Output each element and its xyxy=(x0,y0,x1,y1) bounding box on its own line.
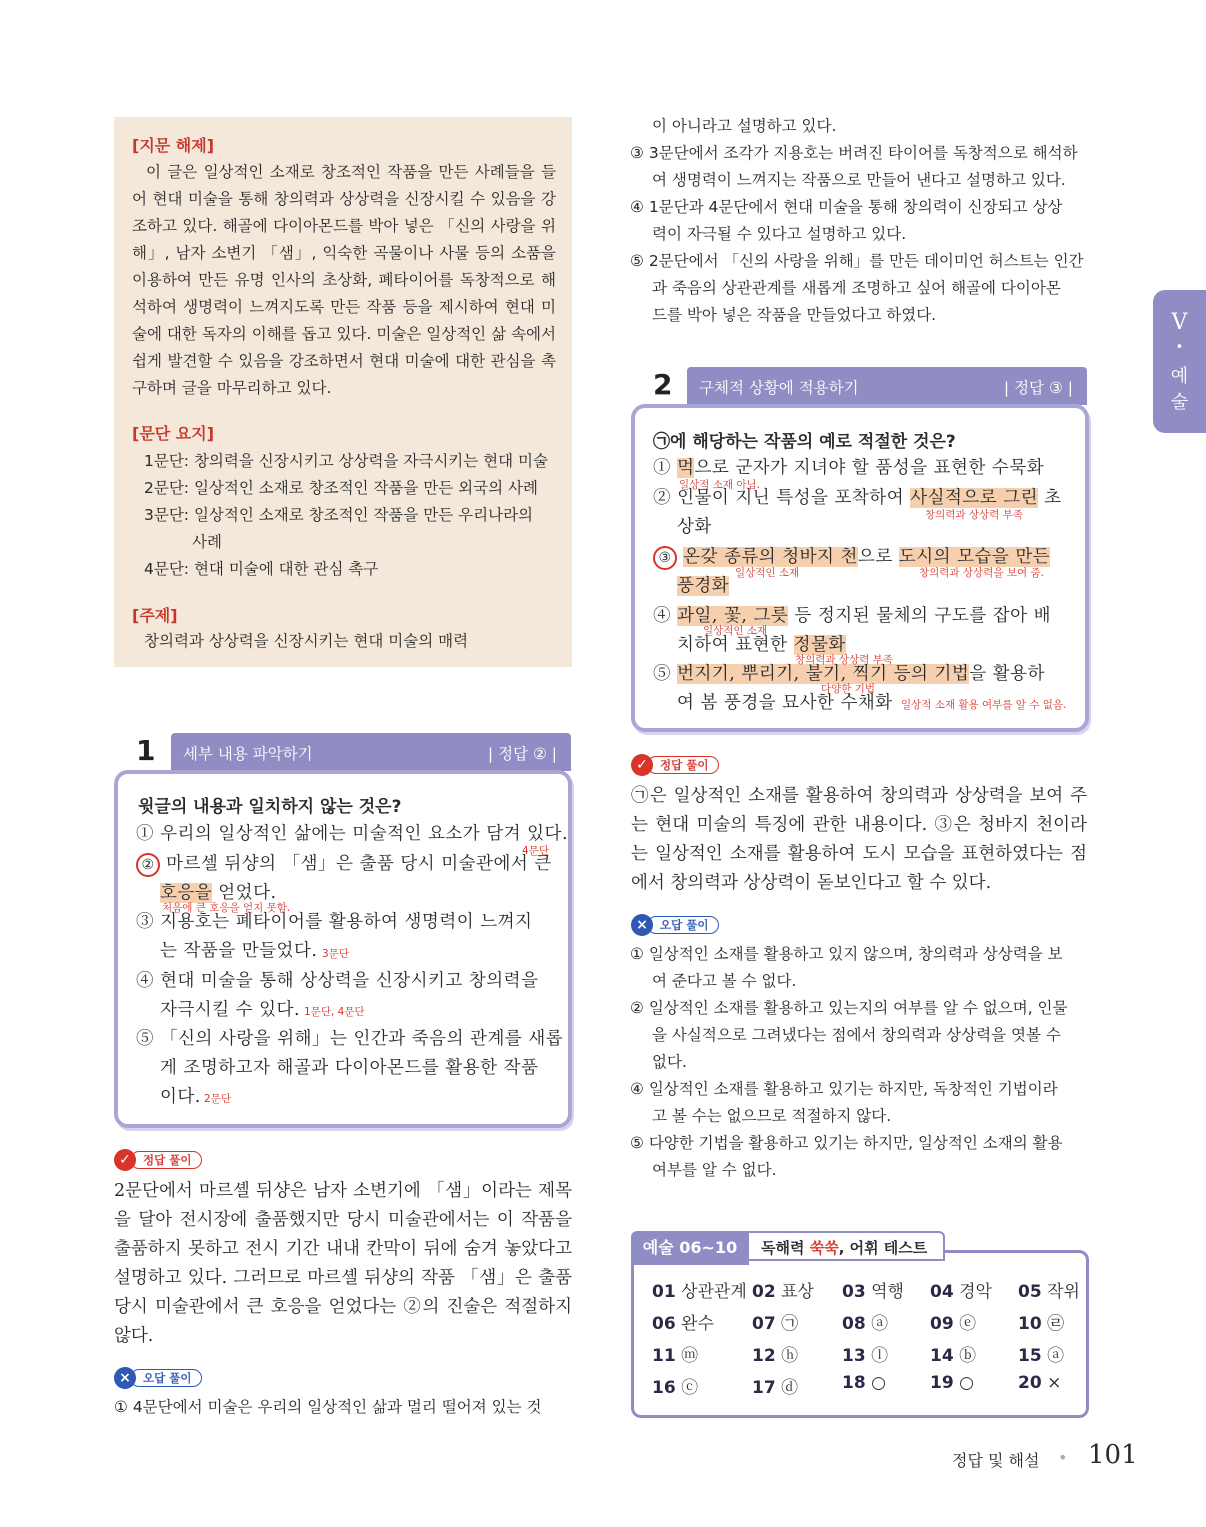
question-1-title: 윗글의 내용과 일치하지 않는 것은? xyxy=(138,797,402,817)
paragraph-point-2: 2문단: 일상적인 소재로 창조적인 작품을 만든 외국의 사례 xyxy=(144,479,538,497)
chapter-name-1: 예 xyxy=(1170,366,1189,387)
right-line-1: ③ 3문단에서 조각가 지용호는 버려진 타이어를 독창적으로 해석하 xyxy=(630,144,1078,162)
q2-correct-badge: 정답 풀이 ✓ xyxy=(631,754,741,776)
q1-option-2-cont: 호응을 얻었다. xyxy=(160,883,277,903)
q2-option-5: ⑤ 번지기, 뿌리기, 불기, 찍기 등의 기법을 활용하 xyxy=(653,664,1045,684)
q2-wrong-2-end: 없다. xyxy=(652,1053,687,1071)
right-line-2: 여 생명력이 느껴지는 작품으로 만들어 낸다고 설명하고 있다. xyxy=(652,171,1066,189)
note-unknown-everyday: 일상적 소재 활용 여부를 알 수 없음. xyxy=(901,699,1067,711)
q1-option-3: ③ 지용호는 폐타이어를 활용하여 생명력이 느껴지 xyxy=(136,912,533,932)
q2-option-1: ① 먹으로 군자가 지녀야 할 품성을 표현한 수묵화 xyxy=(653,458,1045,478)
q1-option-3-cont: 는 작품을 만들었다. xyxy=(160,941,318,961)
vocab-tab-unit: 예술 06~10 xyxy=(631,1231,749,1265)
right-line-6: 과 죽음의 상관관계를 새롭게 조명하고 싶어 해골에 다이아몬 xyxy=(652,279,1061,297)
vocab-answer-14: 14 ⓑ xyxy=(930,1346,977,1366)
q1-option-5-cont: 게 조명하고자 해골과 다이아몬드를 활용한 작품 xyxy=(160,1058,539,1078)
q1-option-2: ② 마르셀 뒤샹의 「샘」은 출품 당시 미술관에서 큰 xyxy=(136,850,552,879)
vocab-answer-08: 08 ⓐ xyxy=(842,1314,889,1334)
vocab-answer-box xyxy=(631,1250,1089,1418)
check-icon: ✓ xyxy=(631,754,653,776)
q2-option-4: ④ 과일, 꽃, 그릇 등 정지된 물체의 구도를 잡아 배 xyxy=(653,606,1051,626)
page-number: 101 xyxy=(1088,1440,1138,1470)
q1-wrong-badge: 오답 풀이 × xyxy=(114,1367,224,1389)
x-icon: × xyxy=(114,1367,136,1389)
chapter-name-2: 술 xyxy=(1170,392,1189,413)
paragraph-point-1: 1문단: 창의력을 신장시키고 상상력을 자극시키는 현대 미술 xyxy=(144,452,548,470)
q2-option-3: ③ 온갖 종류의 청바지 천으로 도시의 모습을 만든 xyxy=(653,543,1050,572)
heading-theme: [주제] xyxy=(132,606,178,625)
q2-wrong-1-cont: 여 준다고 볼 수 없다. xyxy=(652,972,797,990)
note-3paragraph: 3문단 xyxy=(322,948,349,960)
q2-option-3-cont: 풍경화 xyxy=(677,576,730,596)
note-everyday-material-3: 일상적인 소재 xyxy=(735,567,800,579)
right-line-5: ⑤ 2문단에서 「신의 사랑을 위해」를 만든 데이미언 허스트는 인간 xyxy=(630,252,1084,270)
paragraph-point-3-cont: 사례 xyxy=(192,533,222,551)
note-everyday-material-4: 일상적인 소재 xyxy=(703,625,768,637)
note-not-everyday: 일상적 소재 아님. xyxy=(679,479,761,491)
answer-mark: ③ xyxy=(653,546,677,570)
q1-option-1: ① 우리의 일상적인 삶에는 미술적인 요소가 담겨 있다. xyxy=(136,824,569,844)
question-1-box xyxy=(114,770,572,1128)
note-2paragraph: 2문단 xyxy=(204,1093,231,1105)
paragraph-point-3: 3문단: 일상적인 소재로 창조적인 작품을 만든 우리나라의 xyxy=(144,506,534,524)
chapter-roman: V xyxy=(1171,310,1188,335)
q1-option-4: ④ 현대 미술을 통해 상상력을 신장시키고 창의력을 xyxy=(136,971,539,991)
question-2-tab xyxy=(687,367,1087,405)
question-1-answer: | 정답 ② | xyxy=(487,745,557,763)
vocab-answer-17: 17 ⓓ xyxy=(752,1378,799,1398)
x-icon: × xyxy=(631,914,653,936)
vocab-answer-09: 09 ⓔ xyxy=(930,1314,977,1334)
right-line-4: 력이 자극될 수 있다고 설명하고 있다. xyxy=(652,225,907,243)
vocab-answer-20: 20 × xyxy=(1018,1373,1062,1393)
heading-paragraph-points: [문단 요지] xyxy=(132,424,215,443)
vocab-answer-18: 18 ○ xyxy=(842,1373,886,1393)
q2-option-4-cont: 치하여 표현한 정물화 xyxy=(677,635,846,655)
question-1-number: 1 xyxy=(136,734,156,767)
note-shows-creativity: 창의력과 상상력을 보여 줌. xyxy=(919,567,1044,579)
question-2-type: 구체적 상황에 적용하기 xyxy=(699,379,859,397)
question-1-tab xyxy=(171,733,571,771)
q2-wrong-1: ① 일상적인 소재를 활용하고 있지 않으며, 창의력과 상상력을 보 xyxy=(630,945,1063,963)
note-4paragraph: 4문단 xyxy=(522,845,549,857)
footer-label: 정답 및 해설 xyxy=(952,1451,1040,1470)
question-2-number: 2 xyxy=(653,368,673,401)
q1-explanation: 2문단에서 마르셸 뒤샹은 남자 소변기에 「샘」이라는 제목을 달아 전시장에 출품했지만 당시 미술관에서는 이 작품을 출품하지 못하고 전시 기간 내내 칸막이 뒤에 숨겨 놓았다고 설명하고 있다. 그러므로 마르셸 뒤샹의 작품 「샘」은 출품 당시 미술관에서 큰 호응을 얻었다는 ②의 진술은 적절하지 않다. xyxy=(114,1181,572,1346)
note-1-4paragraph: 1문단, 4문단 xyxy=(304,1006,365,1018)
q2-wrong-5-cont: 여부를 알 수 없다. xyxy=(652,1161,777,1179)
vocab-answer-03: 03 역행 xyxy=(842,1282,904,1302)
note-lacking-creativity-4: 창의력과 상상력 부족 xyxy=(795,654,893,666)
note-lacking-creativity-2: 창의력과 상상력 부족 xyxy=(925,509,1023,521)
question-2-box xyxy=(631,404,1089,732)
summary-box xyxy=(114,117,572,667)
q1-correct-badge: 정답 풀이 ✓ xyxy=(114,1149,224,1171)
theme-text: 창의력과 상상력을 신장시키는 현대 미술의 매력 xyxy=(144,632,469,650)
right-line-0: 이 아니라고 설명하고 있다. xyxy=(652,117,837,135)
q2-option-2-cont: 상화 xyxy=(677,517,712,537)
vocab-answer-19: 19 ○ xyxy=(930,1373,974,1393)
right-line-7: 드를 박아 넣은 작품을 만들었다고 하였다. xyxy=(652,306,937,324)
q2-explanation: ㉠은 일상적인 소재를 활용하여 창의력과 상상력을 보여 주는 현대 미술의 특징에 관한 내용이다. ③은 청바지 천이라는 일상적인 소재를 활용하여 도시 모습을 표현하였다는 점에서 창의력과 상상력이 돋보인다고 할 수 있다. xyxy=(631,786,1087,893)
q2-wrong-4: ④ 일상적인 소재를 활용하고 있기는 하지만, 독창적인 기법이라 xyxy=(630,1080,1058,1098)
vocab-tab-title: 독해력 쑥쑥, 어휘 테스트 xyxy=(749,1231,945,1261)
q1-option-5-end: 이다. xyxy=(160,1087,201,1107)
vocab-answer-06: 06 완수 xyxy=(652,1314,714,1334)
vocab-answer-10: 10 ㉣ xyxy=(1018,1314,1065,1334)
q2-option-5-cont: 여 봄 풍경을 묘사한 수채화 xyxy=(677,693,893,713)
q1-wrong-1: ① 4문단에서 미술은 우리의 일상적인 삶과 멀리 떨어져 있는 것 xyxy=(114,1398,542,1416)
vocab-answer-05: 05 작위 xyxy=(1018,1282,1080,1302)
vocab-answer-15: 15 ⓐ xyxy=(1018,1346,1065,1366)
q2-wrong-2: ② 일상적인 소재를 활용하고 있는지의 여부를 알 수 없으며, 인물 xyxy=(630,999,1068,1017)
question-2-answer: | 정답 ③ | xyxy=(1003,379,1073,397)
vocab-answer-04: 04 경악 xyxy=(930,1282,992,1302)
vocab-answer-12: 12 ⓗ xyxy=(752,1346,799,1366)
vocab-answer-01: 01 상관관계 xyxy=(652,1282,747,1302)
note-various-techniques: 다양한 기법 xyxy=(821,683,876,695)
q2-option-2: ② 인물이 지닌 특성을 포착하여 사실적으로 그린 초 xyxy=(653,488,1062,508)
summary-intro: 이 글은 일상적인 소재로 창조적인 작품을 만든 사례들을 들어 현대 미술을 통해 창의력과 상상력을 신장시킬 수 있음을 강조하고 있다. 해골에 다이아몬드를 박아 넣은 「신의 사랑을 위해」, 남자 소변기 「샘」, 익숙한 곡물이나 사물 등의 소품을 이용하여 만든 유명 인사의 초상화, 폐타이어를 독창적으로 해석하여 생명력이 느껴지도록 만든 작품 등을 제시하여 현대 미술에 대한 독자의 이해를 돕고 있다. 미술은 일상적인 삶 속에서 쉽게 발견할 수 있음을 강조하면서 현대 미술에 대한 관심을 촉구하며 글을 마무리하고 있다. xyxy=(132,163,556,397)
vocab-answer-11: 11 ⓜ xyxy=(652,1346,699,1366)
q2-wrong-badge: 오답 풀이 × xyxy=(631,914,741,936)
q1-option-5: ⑤ 「신의 사랑을 위해」는 인간과 죽음의 관계를 새롭 xyxy=(136,1029,564,1049)
question-1-type: 세부 내용 파악하기 xyxy=(183,745,313,763)
answer-mark: ② xyxy=(136,853,160,877)
vocab-answer-13: 13 ⓛ xyxy=(842,1346,889,1366)
q1-option-4-cont: 자극시킬 수 있다. xyxy=(160,1000,301,1020)
vocab-answer-16: 16 ⓒ xyxy=(652,1378,699,1398)
question-2-title: ㉠에 해당하는 작품의 예로 적절한 것은? xyxy=(653,432,956,452)
chapter-side-tab[interactable]: V • 예 술 xyxy=(1153,290,1206,433)
q2-wrong-5: ⑤ 다양한 기법을 활용하고 있기는 하지만, 일상적인 소재의 활용 xyxy=(630,1134,1063,1152)
q2-wrong-4-cont: 고 볼 수는 없으므로 적절하지 않다. xyxy=(652,1107,892,1125)
vocab-answer-07: 07 ㉠ xyxy=(752,1314,799,1334)
heading-analysis: [지문 해제] xyxy=(132,136,215,155)
paragraph-point-4: 4문단: 현대 미술에 대한 관심 촉구 xyxy=(144,560,379,578)
right-line-3: ④ 1문단과 4문단에서 현대 미술을 통해 창의력이 신장되고 상상 xyxy=(630,198,1063,216)
vocab-answer-02: 02 표상 xyxy=(752,1282,814,1302)
q2-wrong-2-cont: 을 사실적으로 그려냈다는 점에서 창의력과 상상력을 엿볼 수 xyxy=(652,1026,1061,1044)
note-reception: 처음에 큰 호응을 얻지 못함. xyxy=(162,902,291,914)
check-icon: ✓ xyxy=(114,1149,136,1171)
